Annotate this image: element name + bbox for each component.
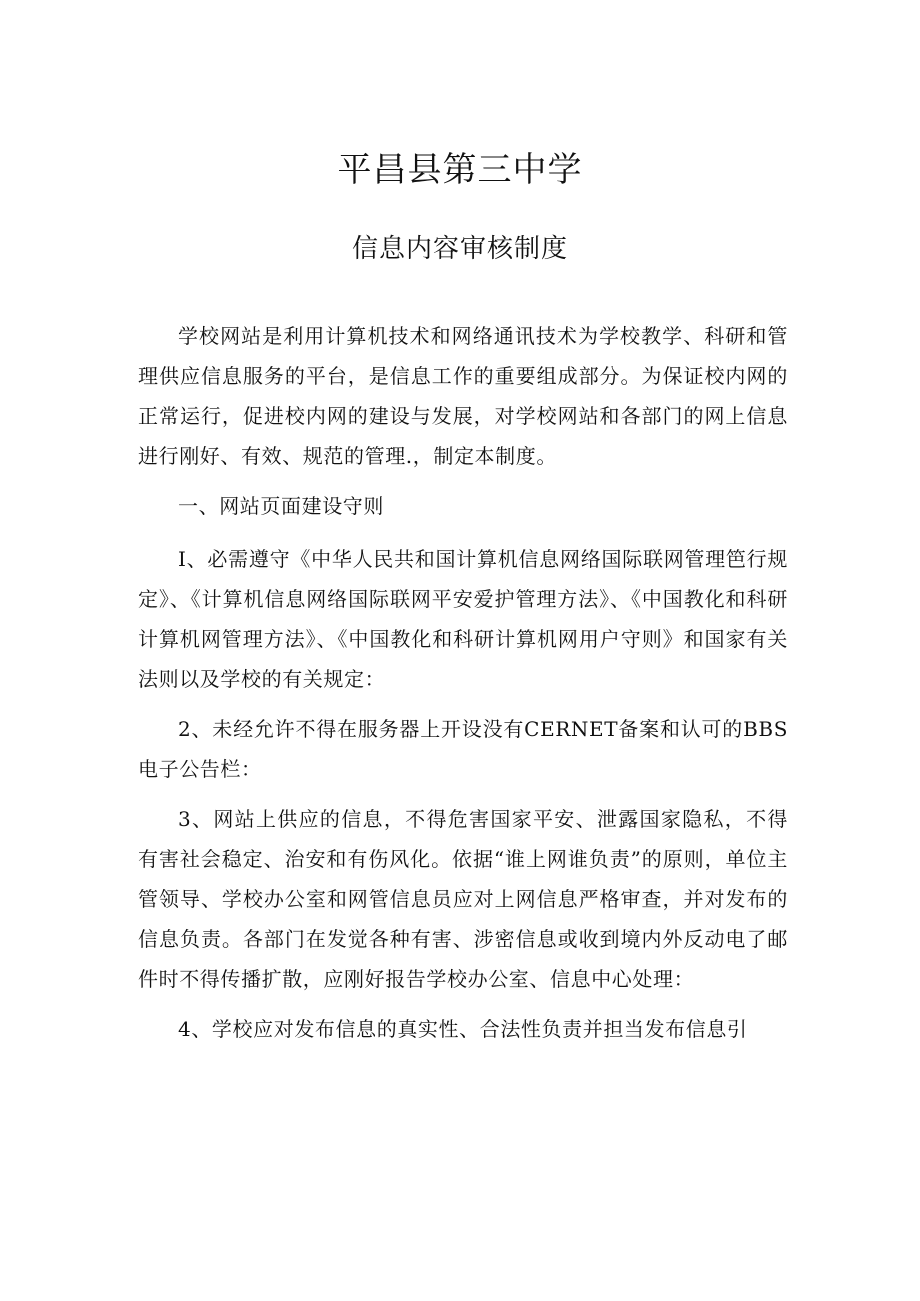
page-subtitle: 信息内容审核制度 bbox=[351, 234, 568, 264]
rule-paragraph-4: 4、学校应对发布信息的真实性、合法性负责并担当发布信息引 bbox=[178, 1017, 748, 1041]
rule-paragraph-1: I、必需遵守《中华人民共和国计算机信息网络国际联网管理笆行规定》、《计算机信息网络国际联网平安爱护管理方法》、《中国教化和科研计算机网管理方法》、《中国教化和科研计算机网用户守则》和国家有关法则以及学校的有关规定： bbox=[138, 547, 788, 691]
document-body bbox=[138, 316, 788, 1059]
rule-paragraph-2: 2、未经允许不得在服务器上开设没有CERNET备案和认可的BBS电子公告栏： bbox=[138, 717, 788, 781]
intro-paragraph: 学校网站是利用计算机技术和网络通讯技术为学校教学、科研和管理供应信息服务的平台，是信息工作的重要组成部分。为保证校内网的正常运行，促进校内网的建设与发展，对学校网站和各部门的网上信息进行刚好、有效、规范的管理.，制定本制度。 bbox=[138, 324, 788, 468]
section-heading: 一、网站页面建设守则 bbox=[178, 494, 384, 518]
rule-paragraph-3: 3、网站上供应的信息，不得危害国家平安、泄露国家隐私，不得有害社会稳定、治安和有伤风化。依据“谁上网谁负责”的原则，单位主管领导、学校办公室和网管信息员应对上网信息严格审查，并对发布的信息负责。各部门在发觉各种有害、涉密信息或收到境内外反动电了邮件时不得传播扩散，应刚好报告学校办公室、信息中心处理： bbox=[138, 807, 788, 991]
page-title: 平昌县第三中学 bbox=[337, 150, 583, 190]
